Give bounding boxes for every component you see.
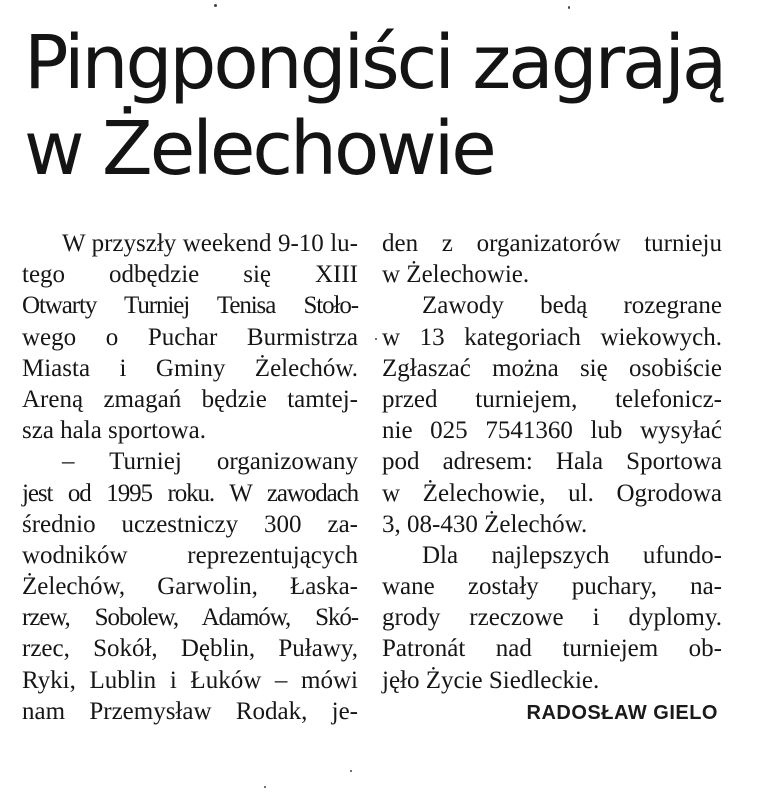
text-line: sza hala sportowa.	[22, 417, 206, 445]
text-line: w Żelechowie, ul. Ogrodowa	[382, 479, 722, 507]
text-line: Ryki, Lublin i Łuków – mówi	[22, 666, 358, 694]
text-line: rzew, Sobolew, Adamów, Skó-	[22, 604, 358, 632]
text-line: den z organizatorów turnieju	[382, 230, 722, 257]
article-headline	[24, 20, 744, 192]
text-line: Dla najlepszych ufundo-	[422, 541, 722, 569]
text-line: średnio uczestniczy 300 za-	[22, 510, 358, 538]
text-line: grody rzeczowe i dyplomy.	[382, 604, 722, 632]
text-line: nam Przemysław Rodak, je-	[22, 697, 358, 725]
text-line: Otwarty Turniej Tenisa Stoło-	[22, 292, 358, 320]
headline-line: Pingpongiści zagrają	[24, 20, 725, 106]
scan-speck	[214, 4, 217, 7]
text-line: jest od 1995 roku. W zawodach	[22, 479, 358, 507]
text-line: 3, 08-430 Żelechów.	[382, 510, 588, 538]
author-byline: RADOSŁAW GIELO	[526, 701, 718, 724]
text-line: – Turniej organizowany	[62, 448, 358, 476]
text-line: Patronát nad turniejem ob-	[382, 635, 722, 663]
text-line: W przyszły weekend 9-10 lu-	[62, 230, 358, 257]
scan-speck	[375, 338, 377, 340]
text-line: Żelechów, Garwolin, Łaska-	[22, 573, 358, 601]
text-line: w 13 kategoriach wiekowych.	[382, 323, 722, 351]
text-line: Areną zmagań będzie tamtej-	[22, 385, 358, 413]
text-line: Miasta i Gminy Żelechów.	[22, 354, 358, 382]
text-line: przed turniejem, telefonicz-	[382, 385, 722, 413]
scan-speck	[350, 770, 352, 772]
text-line: rzec, Sokół, Dęblin, Puławy,	[22, 635, 358, 663]
text-line: Zgłaszać można się osobiście	[382, 354, 722, 382]
text-line: jęło Życie Siedleckie.	[382, 666, 600, 694]
text-line: tego odbędzie się XIII	[22, 261, 358, 289]
left-column	[22, 228, 358, 727]
text-line: pod adresem: Hala Sportowa	[382, 448, 722, 476]
text-line: w Żelechowie.	[382, 261, 530, 289]
right-column	[382, 228, 722, 730]
scan-speck	[568, 6, 570, 9]
text-line: Zawody bedą rozegrane	[422, 292, 722, 320]
scan-speck	[264, 786, 266, 788]
headline-line: w Żelechowie	[24, 106, 494, 192]
text-line: nie 025 7541360 lub wysyłać	[382, 417, 722, 445]
text-line: wego o Puchar Burmistrza	[22, 323, 358, 351]
text-line: wodników reprezentujących	[22, 541, 358, 569]
text-line: wane zostały puchary, na-	[382, 573, 722, 601]
